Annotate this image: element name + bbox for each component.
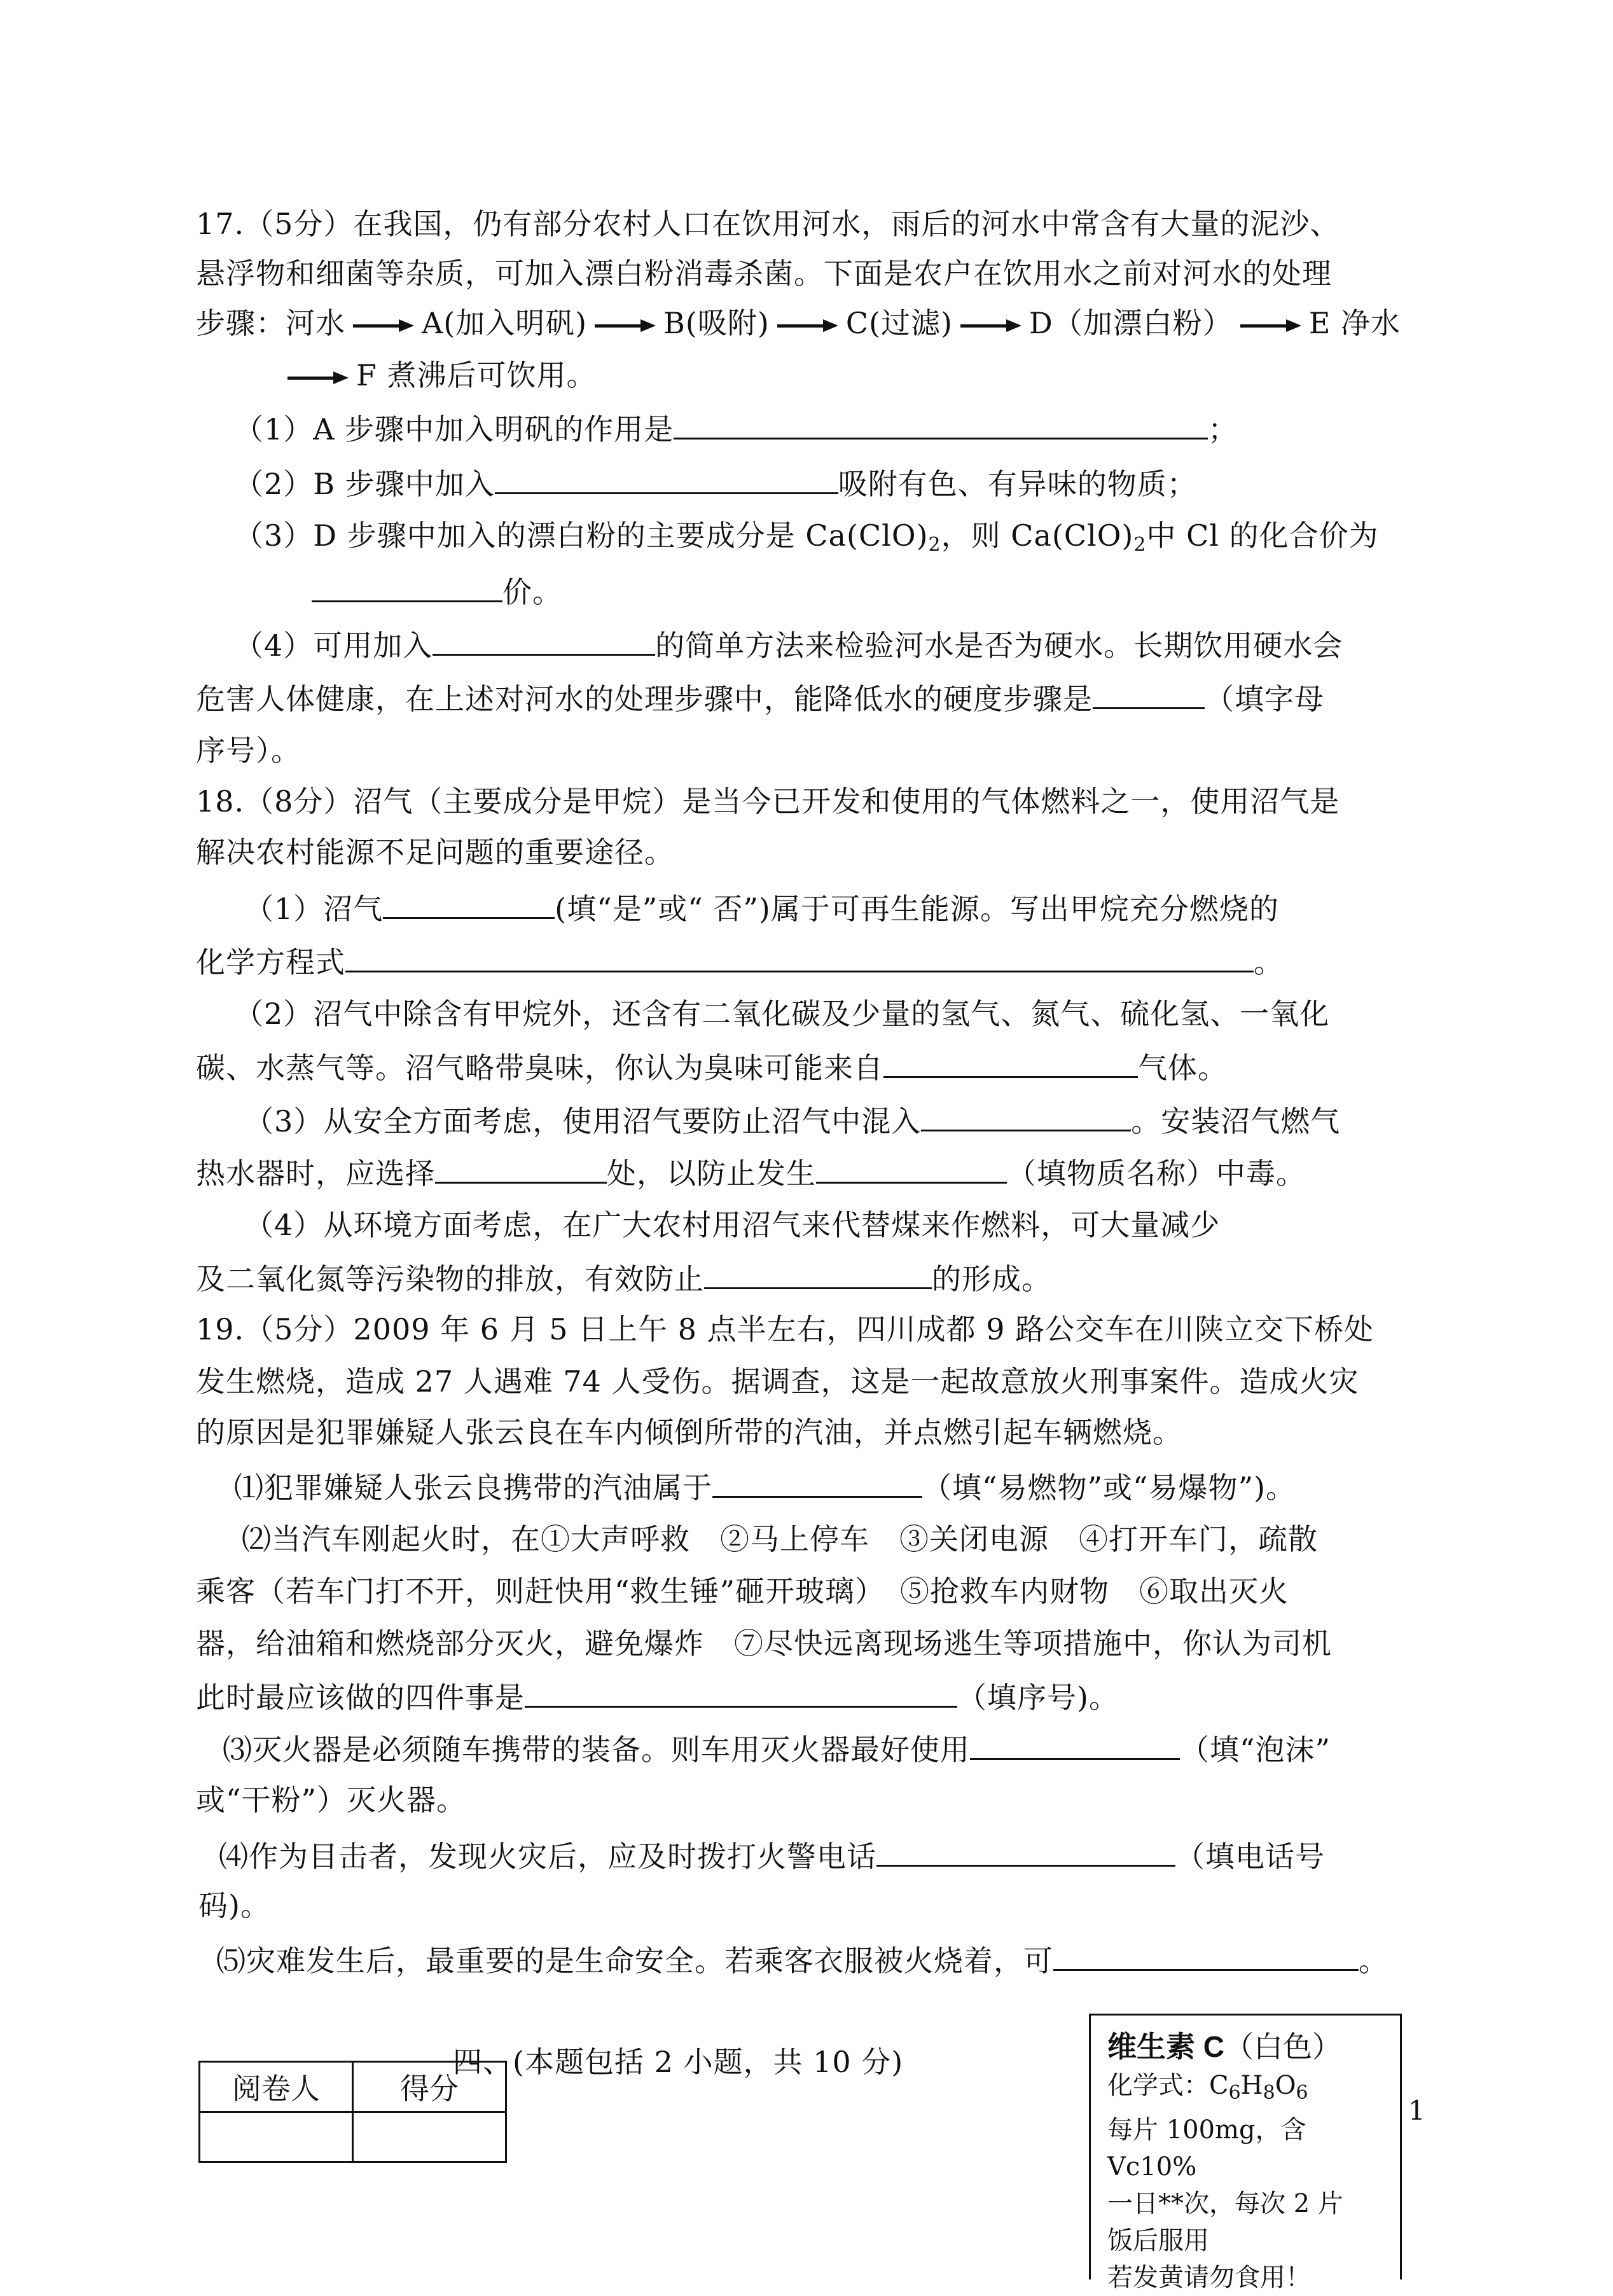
- q18-p2-text: 碳、水蒸气等。沼气略带臭味，你认为臭味可能来自: [196, 1051, 883, 1085]
- subscript: 2: [1133, 534, 1147, 556]
- score-cell[interactable]: [353, 2112, 506, 2162]
- subscript: 2: [928, 534, 941, 556]
- q19-p2-end: （填序号)。: [957, 1680, 1119, 1715]
- q18-p3-text-2: 。安装沼气燃气: [1131, 1104, 1341, 1138]
- q19-part-4: [219, 1836, 1325, 1876]
- q18-p4-text: 及二氧化氮等污染物的排放，有效防止: [196, 1262, 704, 1296]
- q17-p4-text-2: 的简单方法来检验河水是否为硬水。长期饮用硬水会: [655, 628, 1343, 663]
- q17-part-3-cont: [312, 571, 562, 611]
- answer-blank[interactable]: [1093, 678, 1205, 709]
- q19-part-2: ⑵当汽车刚起火时，在①大声呼救 ②马上停车 ③关闭电源 ④打开车门，疏散: [242, 1522, 1318, 1556]
- q17-p1-end: ；: [1208, 412, 1238, 446]
- q17-part-4-line-3: 序号）。: [196, 733, 301, 768]
- q17-steps-prefix: 步骤：河水: [196, 306, 345, 340]
- formula-o: O: [1275, 2071, 1296, 2100]
- q17-step-d: D（加漂白粉）: [1028, 306, 1233, 340]
- q17-step-c: C(过滤): [845, 306, 953, 340]
- q19-part-3-line-2: 或“干粉”）灭火器。: [196, 1783, 467, 1817]
- q17-p4-text: （4）可用加入: [234, 628, 433, 663]
- q18-part-4: （4）从环境方面考虑，在广大农村用沼气来代替煤来作燃料，可大量减少: [244, 1208, 1221, 1242]
- q17-p2-end: 吸附有色、有异味的物质；: [838, 467, 1197, 501]
- q17-step-f: F 煮沸后可饮用。: [356, 358, 597, 392]
- answer-blank[interactable]: [921, 1100, 1131, 1131]
- q18-line-1: 18.（8分）沼气（主要成分是甲烷）是当今已开发和使用的气体燃料之一，使用沼气是: [196, 784, 1340, 819]
- formula-h: H: [1240, 2071, 1263, 2100]
- q19-part-1: [234, 1467, 1296, 1507]
- score-label: 得分: [353, 2062, 506, 2112]
- arrow-icon: [960, 319, 1021, 332]
- q17-part-4: [234, 625, 1343, 665]
- q19-part-2-line-3: 器，给油箱和燃烧部分灭火，避免爆炸 ⑦尽快远离现场逃生等项措施中，你认为司机: [196, 1626, 1332, 1661]
- answer-blank[interactable]: [345, 941, 1254, 972]
- q18-p3-text-4: 处，以防止发生: [607, 1156, 816, 1191]
- arrow-icon: [353, 319, 414, 332]
- answer-blank[interactable]: [876, 1836, 1175, 1867]
- q19-p3-text-2: （填“泡沫”: [1180, 1732, 1331, 1767]
- q19-p2-text: 此时最应该做的四件事是: [196, 1680, 525, 1715]
- vitamin-color: （白色）: [1224, 2030, 1341, 2064]
- vitamin-frequency: 一日**次，每次 2 片: [1107, 2189, 1343, 2218]
- q18-part-1-line-2: [196, 941, 1284, 981]
- q18-p1-text: （1）沼气: [244, 892, 384, 926]
- q19-p3-text: ⑶灭火器是必须随车携带的装备。则车用灭火器最好使用: [223, 1732, 970, 1767]
- q19-part-3: [223, 1729, 1331, 1769]
- q19-p1-end: （填“易燃物”或“易爆物”)。: [922, 1470, 1296, 1505]
- answer-blank[interactable]: [495, 463, 838, 494]
- q18-part-3-line-2: [196, 1152, 1306, 1193]
- q17-step-b: B(吸附): [663, 306, 770, 340]
- answer-blank[interactable]: [970, 1729, 1180, 1760]
- section-title: 四、(本题包括 2 小题，共 10 分): [453, 2045, 904, 2079]
- q18-p3-end: （填物质名称）中毒。: [1007, 1156, 1306, 1191]
- q17-line-2: 悬浮物和细菌等杂质，可加入漂白粉消毒杀菌。下面是农户在饮用水之前对河水的处理: [196, 256, 1332, 291]
- arrow-icon: [1240, 319, 1301, 332]
- q17-part-4-line-2: [196, 678, 1324, 718]
- q18-p1-text-3: 化学方程式: [196, 945, 345, 979]
- vitamin-usage: 饭后服用: [1107, 2226, 1209, 2255]
- q19-line-3: 的原因是犯罪嫌疑人张云良在车内倾倒所带的汽油，并点燃引起车辆燃烧。: [196, 1415, 1182, 1449]
- q18-part-1: [244, 888, 1279, 928]
- q17-p4-text-4: （填字母: [1205, 682, 1324, 716]
- q18-part-2: （2）沼气中除含有甲烷外，还含有二氧化碳及少量的氢气、氮气、硫化氢、一氧化: [234, 997, 1330, 1031]
- q17-steps-line: [196, 304, 1401, 342]
- page-number: 1: [1408, 2095, 1425, 2126]
- q17-p3-text: （3）D 步骤中加入的漂白粉的主要成分是 Ca(ClO): [234, 518, 929, 553]
- answer-blank[interactable]: [525, 1677, 957, 1708]
- answer-blank[interactable]: [704, 1258, 932, 1289]
- vitamin-warning: 若发黄请勿食用！: [1107, 2263, 1311, 2292]
- q19-p5-end: 。: [1359, 1944, 1388, 1978]
- q17-step-a: A(加入明矾): [422, 306, 588, 340]
- formula-label: 化学式：C: [1107, 2071, 1229, 2100]
- q19-part-4-line-2: 码)。: [198, 1888, 270, 1923]
- q18-part-3: [244, 1100, 1340, 1140]
- q17-p3-end: 价。: [502, 575, 562, 609]
- q18-p1-end: 。: [1254, 945, 1284, 979]
- q19-line-2: 发生燃烧，造成 27 人遇难 74 人受伤。据调查，这是一起故意放火刑事案件。造成火灾: [196, 1364, 1359, 1399]
- q17-p4-text-3: 危害人体健康，在上述对河水的处理步骤中，能降低水的硬度步骤是: [196, 682, 1093, 716]
- q18-p2-end: 气体。: [1138, 1051, 1228, 1085]
- q19-p4-text: ⑷作为目击者，发现火灾后，应及时拨打火警电话: [219, 1839, 876, 1874]
- q19-line-1: 19.（5分）2009 年 6 月 5 日上午 8 点半左右，四川成都 9 路公交车在川陕立交下桥处: [196, 1312, 1374, 1346]
- q18-p3-text: （3）从安全方面考虑，使用沼气要防止沼气中混入: [244, 1104, 922, 1138]
- vitamin-name: 维生素 C: [1107, 2030, 1224, 2063]
- answer-blank[interactable]: [674, 408, 1208, 439]
- arrow-icon: [777, 319, 838, 332]
- answer-blank[interactable]: [435, 1152, 607, 1184]
- q19-p4-text-2: （填电话号: [1175, 1839, 1325, 1874]
- answer-blank[interactable]: [883, 1047, 1138, 1078]
- q18-p1-text-2: (填“是”或“ 否”)属于可再生能源。写出甲烷充分燃烧的: [555, 892, 1279, 926]
- vitamin-formula: [1107, 2067, 1400, 2112]
- vitamin-c-label-box: [1089, 2014, 1402, 2292]
- q17-part-1: [234, 408, 1238, 448]
- answer-blank[interactable]: [712, 1467, 922, 1498]
- q17-step-e: E 净水: [1308, 306, 1401, 340]
- q17-step-f-line: [280, 356, 597, 394]
- vitamin-name-line: [1107, 2028, 1400, 2067]
- q19-part-5: [216, 1940, 1388, 1980]
- q19-p5-text: ⑸灾难发生后，最重要的是生命安全。若乘客衣服被火烧着，可: [216, 1944, 1053, 1978]
- q17-part-3: [234, 516, 1379, 564]
- q19-p1-text: ⑴犯罪嫌疑人张云良携带的汽油属于: [234, 1470, 712, 1505]
- grader-label: 阅卷人: [200, 2062, 353, 2112]
- subscript: 8: [1263, 2082, 1275, 2104]
- q17-p1-text: （1）A 步骤中加入明矾的作用是: [234, 412, 674, 446]
- subscript: 6: [1228, 2082, 1241, 2104]
- q19-part-2-line-4: [196, 1677, 1119, 1717]
- q17-p3-text-3: 中 Cl 的化合价为: [1146, 518, 1379, 553]
- answer-blank[interactable]: [383, 888, 555, 919]
- q18-line-2: 解决农村能源不足问题的重要途径。: [196, 835, 674, 869]
- q18-p3-text-3: 热水器时，应选择: [196, 1156, 435, 1191]
- arrow-icon: [287, 371, 349, 384]
- answer-blank[interactable]: [1053, 1940, 1359, 1971]
- answer-blank[interactable]: [816, 1152, 1007, 1184]
- subscript: 6: [1296, 2082, 1308, 2104]
- answer-blank[interactable]: [312, 571, 502, 602]
- q17-p3-text-2: ，则 Ca(ClO): [941, 518, 1134, 553]
- q17-p2-text: （2）B 步骤中加入: [234, 467, 495, 501]
- q17-part-2: [234, 463, 1197, 503]
- q19-part-2-line-2: 乘客（若车门打不开，则赶快用“救生锤”砸开玻璃） ⑤抢救车内财物 ⑥取出灭火: [196, 1574, 1289, 1608]
- answer-blank[interactable]: [433, 625, 655, 656]
- vitamin-dose: 每片 100mg，含 Vc10%: [1107, 2115, 1306, 2182]
- q18-part-2-line-2: [196, 1047, 1228, 1087]
- q17-line-1: 17.（5分）在我国，仍有部分农村人口在饮用河水，雨后的河水中常含有大量的泥沙、: [196, 207, 1340, 241]
- grader-cell[interactable]: [200, 2112, 353, 2162]
- arrow-icon: [595, 319, 656, 332]
- q18-p4-end: 的形成。: [932, 1262, 1051, 1296]
- q18-part-4-line-2: [196, 1258, 1051, 1298]
